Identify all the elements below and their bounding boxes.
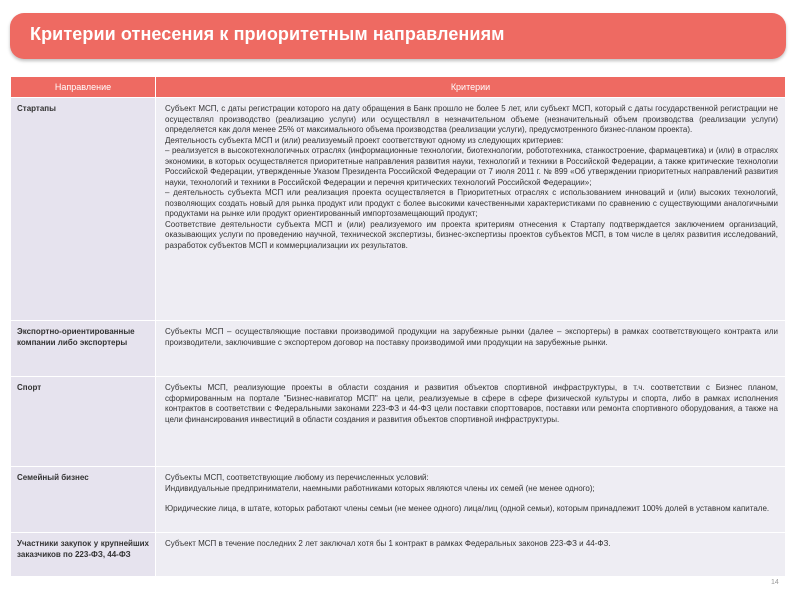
row-direction: Экспортно-ориентированные компании либо экспортеры [11,321,156,377]
table-row [11,98,786,321]
row-criteria [156,533,786,577]
row-direction: Стартапы [11,98,156,321]
criteria-paragraph: Соответствие деятельности субъекта МСП и (или) реализуемого им проекта критериям отнесения к Стартапу подтверждается заключением организаций, оказывающих услуги по проведению научной, технической экспертизы, бизнес-экспертизы проектов субъектов МСП, в том числе в целях развития исследований, разработок субъектов МСП и коммерциализации их результатов. [165,219,778,250]
criteria-paragraph: Юридические лица, в штате, которых работают члены семьи (не менее одного) лица/лиц (одной семьи), которым принадлежит 100% долей в уставном капитале. [165,504,770,513]
table-row [11,467,786,533]
row-criteria [156,377,786,467]
criteria-paragraph: Индивидуальные предприниматели, наемными работниками которых являются члены их семей (не менее одного); [165,483,595,493]
row-direction: Спорт [11,377,156,467]
row-direction: Семейный бизнес [11,467,156,533]
table-row [11,377,786,467]
table-row [11,321,786,377]
title-banner [10,13,786,59]
criteria-paragraph: Субъекты МСП – осуществляющие поставки производимой продукции на зарубежные рынки (далее – экспортеры) в рамках соответствующего контракта или производители, заключившие с экспортером договор на поставку производимой ими продукции на зарубежные рынки. [165,327,778,347]
row-direction: Участники закупок у крупнейших заказчиков по 223-ФЗ, 44-ФЗ [11,533,156,577]
row-criteria [156,467,786,533]
criteria-paragraph: Субъекты МСП, соответствующие любому из перечисленных условий: [165,473,429,482]
criteria-paragraph: – реализуется в высокотехнологичных отраслях (информационные технологии, биотехнологии, робототехника, станкостроение, фармацевтика) и (или) в отраслях экономики, в которых осуществляется приоритетные направления развития науки, технологий и техники в Российской Федерации, а также критические технологии Российской Федерации, утвержденные Указом Президента Российской Федерации от 7 июля 2011 г. № 899 «Об утверждении приоритетных направлений развития науки, технологий и техники в Российской Федерации и перечня критических технологий Российской Федерации»; [165,146,778,187]
table-header-row [11,77,786,98]
row-criteria [156,321,786,377]
column-header-criteria: Критерии [156,77,786,98]
criteria-paragraph: Деятельность субъекта МСП и (или) реализуемый проект соответствуют одному из следующих критериев: [165,135,564,145]
criteria-paragraph: Субъекты МСП, реализующие проекты в области создания и развития объектов спортивной инфраструктуры, в т.ч. соответствии с Бизнес планом, сформированным на портале "Бизнес-навигатор МСП" на цели, реализуемые в сфере в сфере физической культуры и спорта, либо в рамках исполнения контрактов в соответствии с Федеральными законами 223-ФЗ и 44-ФЗ цели поставки спорттоваров, поставки или ремонта спортивного оборудования, а также на цели финансирования инвестиций в области создания и развития объектов спортивной инфраструктуры. [165,383,778,424]
criteria-paragraph: – деятельность субъекта МСП или реализация проекта осуществляется в Приоритетных отраслях с использованием инноваций и (или) высоких технологий, позволяющих создать новый для рынка продукт или продукт с более высокими качественными характеристиками по сравнению с существующими аналогичными продуктами на рынке или продукт ориентированный импортозамещающий продукт; [165,188,778,218]
page-number: 14 [771,579,779,586]
criteria-paragraph: Субъект МСП в течение последних 2 лет заключал хотя бы 1 контракт в рамках Федеральных законов 223-ФЗ и 44-ФЗ. [165,539,611,548]
table-row [11,533,786,577]
criteria-paragraph: Субъект МСП, с даты регистрации которого на дату обращения в Банк прошло не более 5 лет, или субъект МСП, который с даты государственной регистрации не осуществлял производство (реализацию услуги) или осуществлял в незначительном объеме (незначительный объем производства (реализации услуги) определяется как доля менее 25% от максимального объема производства (реализации услуги), предусмотренного бизнес-планом проекта). [165,104,778,134]
criteria-table [10,76,786,577]
page-title: Критерии отнесения к приоритетным направлениям [30,24,505,44]
row-criteria [156,98,786,321]
column-header-direction: Направление [11,77,156,98]
